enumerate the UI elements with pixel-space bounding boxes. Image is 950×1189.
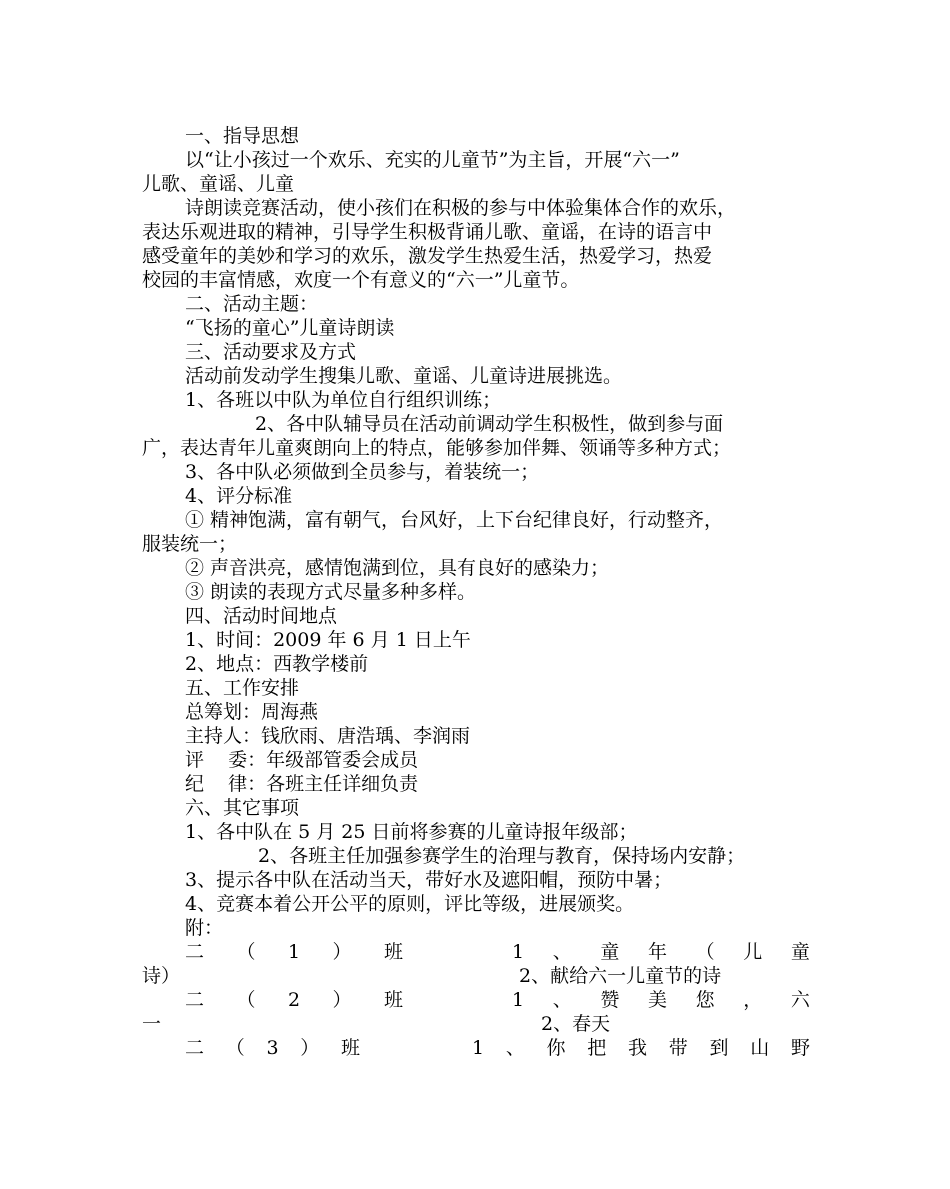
list-item: 2、各班主任加强参赛学生的治理与教育，保持场内安静； (258, 845, 746, 867)
heading-other-matters: 六、其它事项 (185, 797, 300, 819)
list-item: 3、各中队必须做到全员参与，着装统一； (185, 461, 540, 483)
appendix-char: 美 (648, 989, 668, 1011)
appendix-char: ， (743, 989, 763, 1011)
appendix-char: 到 (709, 1037, 729, 1059)
appendix-char: 、 (552, 989, 572, 1011)
list-item: 评 委：年级部管委会成员 (185, 749, 419, 771)
appendix-char: 二 (185, 941, 205, 963)
appendix-char: 儿 (743, 941, 763, 963)
appendix-char: （ (236, 941, 256, 963)
appendix-class (185, 940, 403, 964)
list-item: 4、评分标准 (185, 485, 293, 507)
paragraph-line: “飞扬的童心”儿童诗朗读 (185, 317, 395, 339)
paragraph-line: 表达乐观进取的精神，引导学生积极背诵儿歌、童谣，在诗的语言中 (142, 221, 713, 243)
appendix-char: 带 (668, 1037, 688, 1059)
list-item: ① 精神饱满，富有朝气，台风好，上下台纪律良好，行动整齐， (185, 509, 724, 531)
paragraph-line: 感受童年的美妙和学习的欢乐，激发学生热爱生活，热爱学习，热爱 (142, 245, 713, 267)
heading-guiding-idea: 一、指导思想 (185, 125, 300, 147)
appendix-char: 六 (790, 989, 810, 1011)
list-item: 2、地点：西教学楼前 (185, 653, 369, 675)
appendix-char: 、 (552, 941, 572, 963)
heading-activity-requirements: 三、活动要求及方式 (185, 341, 357, 363)
appendix-char: 1 (512, 989, 525, 1011)
appendix-poem: 2、春天 (541, 1013, 611, 1035)
appendix-char: ） (332, 989, 352, 1011)
list-item: 纪 律：各班主任详细负责 (185, 773, 419, 795)
appendix-char: 1 (472, 1037, 485, 1059)
appendix-heading: 附： (185, 917, 224, 939)
appendix-char: ） (332, 941, 352, 963)
appendix-char: 童 (600, 941, 620, 963)
appendix-char: 3 (266, 1037, 279, 1059)
appendix-poem: 2、献给六一儿童节的诗 (519, 965, 722, 987)
list-item: 3、提示各中队在活动当天，带好水及遮阳帽，预防中暑； (185, 869, 673, 891)
list-item: 1、各中队在 5 月 25 日前将参赛的儿童诗报年级部； (185, 821, 638, 843)
appendix-class (185, 988, 403, 1012)
list-item: 主持人：钱欣雨、唐浩瑀、李润雨 (185, 725, 471, 747)
appendix-char: 童 (790, 941, 810, 963)
appendix-char: （ (225, 1037, 245, 1059)
heading-activity-theme: 二、活动主题： (185, 293, 319, 315)
appendix-char: （ (236, 989, 256, 1011)
list-item: ② 声音洪亮，感情饱满到位，具有良好的感染力； (185, 557, 610, 579)
appendix-char: 山 (750, 1037, 770, 1059)
appendix-char: 1 (512, 941, 525, 963)
appendix-char: 把 (587, 1037, 607, 1059)
appendix-poem (472, 1036, 810, 1060)
appendix-char: 年 (648, 941, 668, 963)
heading-work-arrangement: 五、工作安排 (185, 677, 300, 699)
appendix-char: 2 (287, 989, 301, 1011)
appendix-char: 野 (790, 1037, 810, 1059)
paragraph-line: 广，表达青年儿童爽朗向上的特点，能够参加伴舞、领诵等多种方式； (142, 437, 732, 459)
list-item: 2、各中队辅导员在活动前调动学生积极性，做到参与面 (255, 413, 724, 435)
list-item: 1、时间：2009 年 6 月 1 日上午 (185, 629, 471, 651)
list-item: 4、竞赛本着公开公平的原则，评比等级，进展颁奖。 (185, 893, 635, 915)
appendix-poem: 诗） (142, 965, 181, 987)
appendix-char: 我 (628, 1037, 648, 1059)
appendix-char: 赞 (600, 989, 620, 1011)
appendix-char: 班 (383, 941, 403, 963)
appendix-char: （ (695, 941, 715, 963)
appendix-char: 班 (340, 1037, 360, 1059)
appendix-char: 二 (185, 1037, 205, 1059)
appendix-poem (512, 988, 810, 1012)
paragraph-line: 活动前发动学生搜集儿歌、童谣、儿童诗进展挑选。 (185, 365, 623, 387)
heading-time-place: 四、活动时间地点 (185, 605, 338, 627)
appendix-char: 您 (695, 989, 715, 1011)
paragraph-line: 校园的丰富情感，欢度一个有意义的“六一”儿童节。 (142, 269, 580, 291)
paragraph-line: 儿歌、童谣、儿童 (142, 173, 295, 195)
list-item: ③ 朗读的表现方式尽量多种多样。 (185, 581, 477, 603)
paragraph-line: 服装统一； (142, 533, 238, 555)
appendix-char: 1 (287, 941, 301, 963)
appendix-char: 二 (185, 989, 205, 1011)
appendix-char: 你 (546, 1037, 566, 1059)
list-item: 总筹划：周海燕 (185, 701, 319, 723)
appendix-char: ） (300, 1037, 320, 1059)
appendix-poem: 一 (142, 1013, 162, 1035)
paragraph-line: 诗朗读竞赛活动，使小孩们在积极的参与中体验集体合作的欢乐， (185, 197, 737, 219)
appendix-class (185, 1036, 360, 1060)
paragraph-line: 以“让小孩过一个欢乐、充实的儿童节”为主旨，开展“六一” (185, 149, 680, 171)
list-item: 1、各班以中队为单位自行组织训练； (185, 389, 502, 411)
appendix-poem (512, 940, 810, 964)
appendix-char: 班 (383, 989, 403, 1011)
appendix-char: 、 (505, 1037, 525, 1059)
